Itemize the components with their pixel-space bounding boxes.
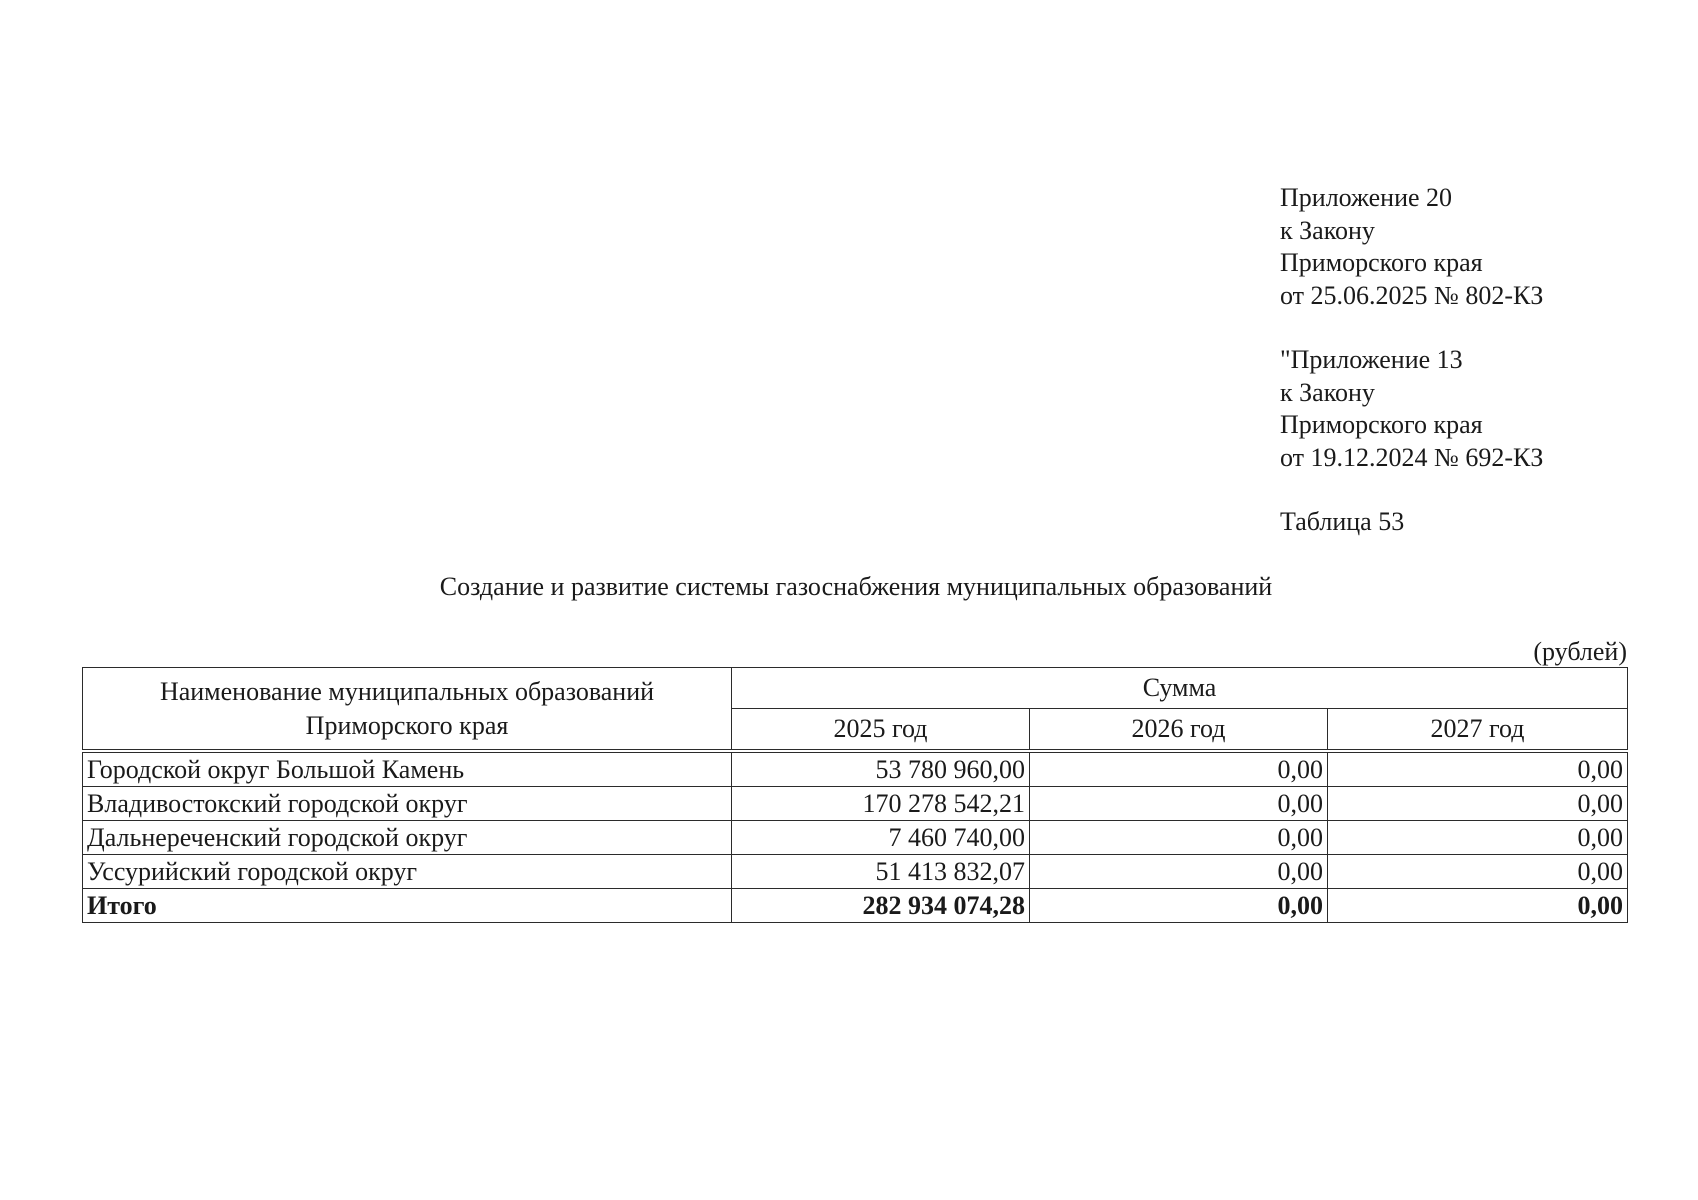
total-row bbox=[83, 889, 1628, 923]
attachment-original-line: к Закону bbox=[1280, 377, 1375, 407]
table-header-row bbox=[83, 668, 1628, 709]
attachment-original-block bbox=[1280, 344, 1543, 474]
amount-2026: 0,00 bbox=[1030, 821, 1328, 855]
amount-2027: 0,00 bbox=[1328, 753, 1628, 787]
amount-2027: 0,00 bbox=[1328, 821, 1628, 855]
total-label: Итого bbox=[83, 889, 732, 923]
attachment-current-line: Приложение 20 bbox=[1280, 183, 1453, 212]
header-year-2025: 2025 год bbox=[732, 709, 1030, 750]
amount-2026: 0,00 bbox=[1030, 753, 1328, 787]
amount-2025: 51 413 832,07 bbox=[732, 855, 1030, 889]
municipality-name: Владивостокский городской округ bbox=[83, 787, 732, 821]
amount-2026: 0,00 bbox=[1030, 787, 1328, 821]
table-row bbox=[83, 821, 1628, 855]
amount-2026: 0,00 bbox=[1030, 855, 1328, 889]
attachment-current-line: Приморского края bbox=[1280, 248, 1483, 277]
amount-2025: 170 278 542,21 bbox=[732, 787, 1030, 821]
municipality-name: Уссурийский городской округ bbox=[83, 855, 732, 889]
municipality-name: Городской округ Большой Камень bbox=[83, 753, 732, 787]
table-row bbox=[83, 787, 1628, 821]
header-municipality: Наименование муниципальных образований Приморского края bbox=[83, 668, 732, 750]
header-year-2027: 2027 год bbox=[1328, 709, 1628, 750]
attachment-current-block bbox=[1280, 182, 1543, 312]
attachment-current-line: от 25.06.2025 № 802-КЗ bbox=[1280, 280, 1544, 310]
total-2026: 0,00 bbox=[1030, 889, 1328, 923]
attachment-original-line: от 19.12.2024 № 692-КЗ bbox=[1280, 442, 1544, 472]
amount-2025: 7 460 740,00 bbox=[732, 821, 1030, 855]
table-row bbox=[83, 753, 1628, 787]
document-title: Создание и развитие системы газоснабжения муниципальных образований bbox=[439, 572, 1273, 601]
header-year-2026: 2026 год bbox=[1030, 709, 1328, 750]
attachment-original-line: "Приложение 13 bbox=[1280, 345, 1463, 374]
units-label: (рублей) bbox=[1533, 637, 1627, 666]
total-2027: 0,00 bbox=[1328, 889, 1628, 923]
municipality-name: Дальнереченский городской округ bbox=[83, 821, 732, 855]
budget-table bbox=[82, 667, 1628, 923]
header-sum: Сумма bbox=[732, 668, 1628, 709]
total-2025: 282 934 074,28 bbox=[732, 889, 1030, 923]
table-row bbox=[83, 855, 1628, 889]
amount-2027: 0,00 bbox=[1328, 787, 1628, 821]
attachment-current-line: к Закону bbox=[1280, 215, 1375, 245]
attachment-original-line: Приморского края bbox=[1280, 410, 1483, 439]
amount-2027: 0,00 bbox=[1328, 855, 1628, 889]
amount-2025: 53 780 960,00 bbox=[732, 753, 1030, 787]
table-number: Таблица 53 bbox=[1280, 507, 1405, 536]
